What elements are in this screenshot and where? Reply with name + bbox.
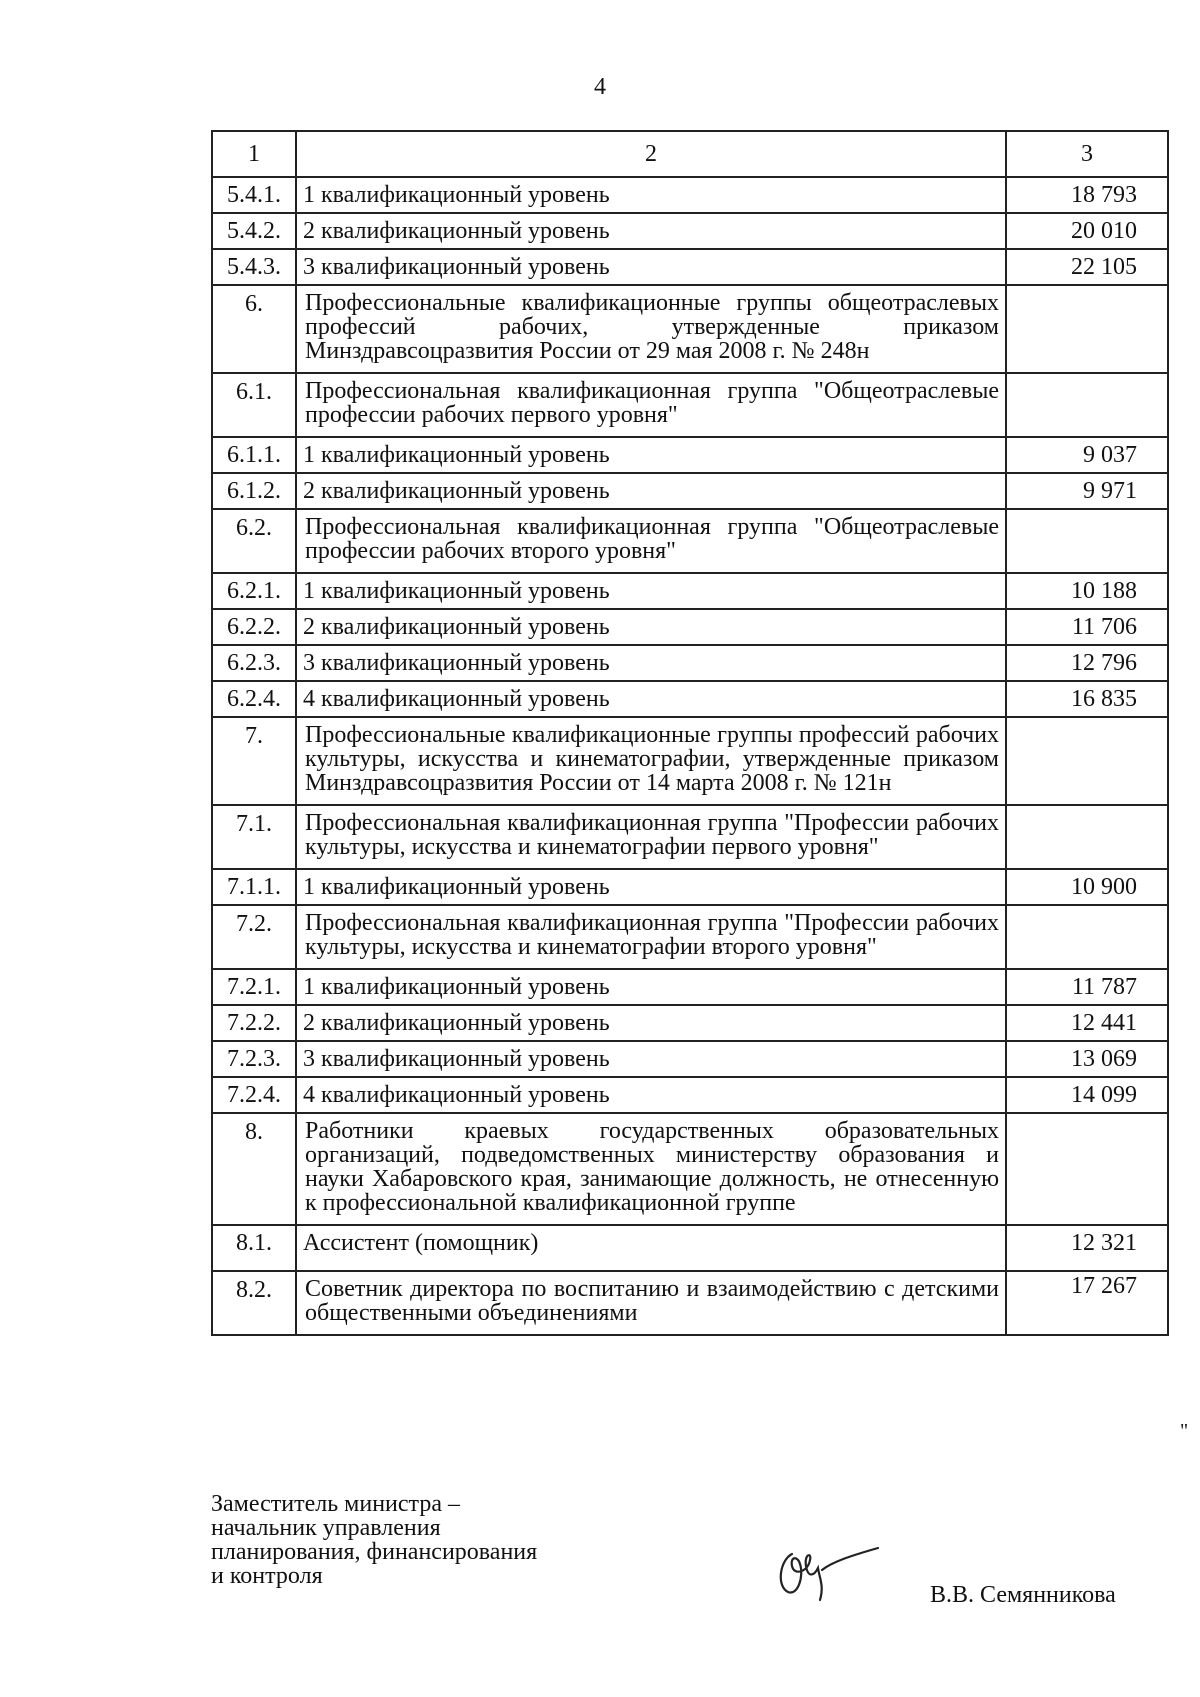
row-number: 5.4.1. xyxy=(212,177,296,213)
row-number: 7.2.1. xyxy=(212,969,296,1005)
row-amount xyxy=(1006,285,1168,373)
row-description: Профессиональная квалификационная группа "Общеотраслевые профессии рабочих первого уровня" xyxy=(296,373,1006,437)
row-amount: 11 706 xyxy=(1006,609,1168,645)
row-description: 1 квалификационный уровень xyxy=(296,177,1006,213)
row-amount: 12 796 xyxy=(1006,645,1168,681)
row-number: 5.4.2. xyxy=(212,213,296,249)
header-cell-2: 2 xyxy=(296,131,1006,177)
row-number: 5.4.3. xyxy=(212,249,296,285)
row-description: 3 квалификационный уровень xyxy=(296,249,1006,285)
table-header-row xyxy=(212,131,1168,177)
closing-quote: " xyxy=(1180,1420,1189,1442)
signatory-title-line: Заместитель министра – xyxy=(211,1491,460,1517)
table-row xyxy=(212,285,1168,373)
table-row xyxy=(212,473,1168,509)
table-row xyxy=(212,609,1168,645)
row-description: 1 квалификационный уровень xyxy=(296,869,1006,905)
row-amount: 18 793 xyxy=(1006,177,1168,213)
row-number: 6.2.3. xyxy=(212,645,296,681)
signatory-title-line: начальник управления xyxy=(211,1515,441,1541)
row-amount: 9 971 xyxy=(1006,473,1168,509)
row-amount: 13 069 xyxy=(1006,1041,1168,1077)
row-amount: 14 099 xyxy=(1006,1077,1168,1113)
row-description: 4 квалификационный уровень xyxy=(296,1077,1006,1113)
row-description: Профессиональная квалификационная группа "Общеотраслевые профессии рабочих второго уровня" xyxy=(296,509,1006,573)
row-amount: 10 188 xyxy=(1006,573,1168,609)
row-amount: 12 441 xyxy=(1006,1005,1168,1041)
table-row xyxy=(212,177,1168,213)
row-number: 6.2.2. xyxy=(212,609,296,645)
table-row xyxy=(212,249,1168,285)
table-row xyxy=(212,1077,1168,1113)
row-description: 3 квалификационный уровень xyxy=(296,1041,1006,1077)
row-description: Советник директора по воспитанию и взаимодействию с детскими общественными объединениями xyxy=(296,1271,1006,1335)
table-row xyxy=(212,1225,1168,1271)
table-row xyxy=(212,681,1168,717)
table-row xyxy=(212,1113,1168,1225)
row-description: 3 квалификационный уровень xyxy=(296,645,1006,681)
table-row xyxy=(212,573,1168,609)
header-cell-3: 3 xyxy=(1006,131,1168,177)
row-amount: 12 321 xyxy=(1006,1225,1168,1271)
row-number: 6.1. xyxy=(212,373,296,437)
row-description: Профессиональные квалификационные группы общеотраслевых профессий рабочих, утвержденные приказом Минздравсоцразвития России от 29 мая 2008 г. № 248н xyxy=(296,285,1006,373)
row-number: 7.1.1. xyxy=(212,869,296,905)
table-row xyxy=(212,1005,1168,1041)
row-amount: 20 010 xyxy=(1006,213,1168,249)
row-number: 6.2.4. xyxy=(212,681,296,717)
row-number: 7.2. xyxy=(212,905,296,969)
table-row xyxy=(212,1271,1168,1335)
table-row xyxy=(212,373,1168,437)
table-row xyxy=(212,1041,1168,1077)
row-number: 8.2. xyxy=(212,1271,296,1335)
signatory-title-line: и контроля xyxy=(211,1563,323,1589)
handwritten-signature xyxy=(770,1546,885,1606)
table-row xyxy=(212,717,1168,805)
row-number: 7.2.2. xyxy=(212,1005,296,1041)
table-row xyxy=(212,213,1168,249)
signer-name: В.В. Семянникова xyxy=(930,1582,1116,1608)
row-description: 4 квалификационный уровень xyxy=(296,681,1006,717)
row-amount: 17 267 xyxy=(1006,1271,1168,1335)
row-description: 2 квалификационный уровень xyxy=(296,473,1006,509)
table-row xyxy=(212,905,1168,969)
header-cell-1: 1 xyxy=(212,131,296,177)
row-description: 1 квалификационный уровень xyxy=(296,437,1006,473)
table-row xyxy=(212,509,1168,573)
row-number: 7.2.3. xyxy=(212,1041,296,1077)
row-number: 7.2.4. xyxy=(212,1077,296,1113)
row-amount: 9 037 xyxy=(1006,437,1168,473)
row-description: 2 квалификационный уровень xyxy=(296,1005,1006,1041)
signatory-title xyxy=(211,1492,537,1588)
row-description: Ассистент (помощник) xyxy=(296,1225,1006,1271)
row-description: Профессиональная квалификационная группа "Профессии рабочих культуры, искусства и кинематографии второго уровня" xyxy=(296,905,1006,969)
row-amount xyxy=(1006,509,1168,573)
row-description: 2 квалификационный уровень xyxy=(296,213,1006,249)
row-description: 1 квалификационный уровень xyxy=(296,573,1006,609)
row-number: 7. xyxy=(212,717,296,805)
table-row xyxy=(212,437,1168,473)
table-row xyxy=(212,969,1168,1005)
row-amount xyxy=(1006,905,1168,969)
row-description: Профессиональные квалификационные группы профессий рабочих культуры, искусства и кинематографии, утвержденные приказом Минздравсоцразвития России от 14 марта 2008 г. № 121н xyxy=(296,717,1006,805)
row-amount xyxy=(1006,805,1168,869)
row-amount: 22 105 xyxy=(1006,249,1168,285)
row-number: 6.1.2. xyxy=(212,473,296,509)
row-description: 2 квалификационный уровень xyxy=(296,609,1006,645)
row-description: Работники краевых государственных образовательных организаций, подведомственных министерству образования и науки Хабаровского края, занимающие должность, не отнесенную к профессиональной квалификационной группе xyxy=(296,1113,1006,1225)
row-number: 6. xyxy=(212,285,296,373)
table-row xyxy=(212,645,1168,681)
row-number: 6.1.1. xyxy=(212,437,296,473)
row-amount xyxy=(1006,1113,1168,1225)
row-amount xyxy=(1006,717,1168,805)
row-amount: 10 900 xyxy=(1006,869,1168,905)
salary-table xyxy=(211,130,1169,1336)
row-description: 1 квалификационный уровень xyxy=(296,969,1006,1005)
row-number: 6.2.1. xyxy=(212,573,296,609)
table-row xyxy=(212,805,1168,869)
row-number: 6.2. xyxy=(212,509,296,573)
row-number: 8.1. xyxy=(212,1225,296,1271)
signatory-title-line: планирования, финансирования xyxy=(211,1539,538,1565)
row-number: 8. xyxy=(212,1113,296,1225)
page-number: 4 xyxy=(594,74,606,100)
row-amount: 16 835 xyxy=(1006,681,1168,717)
table-row xyxy=(212,869,1168,905)
row-amount xyxy=(1006,373,1168,437)
row-amount: 11 787 xyxy=(1006,969,1168,1005)
row-description: Профессиональная квалификационная группа "Профессии рабочих культуры, искусства и кинематографии первого уровня" xyxy=(296,805,1006,869)
row-number: 7.1. xyxy=(212,805,296,869)
